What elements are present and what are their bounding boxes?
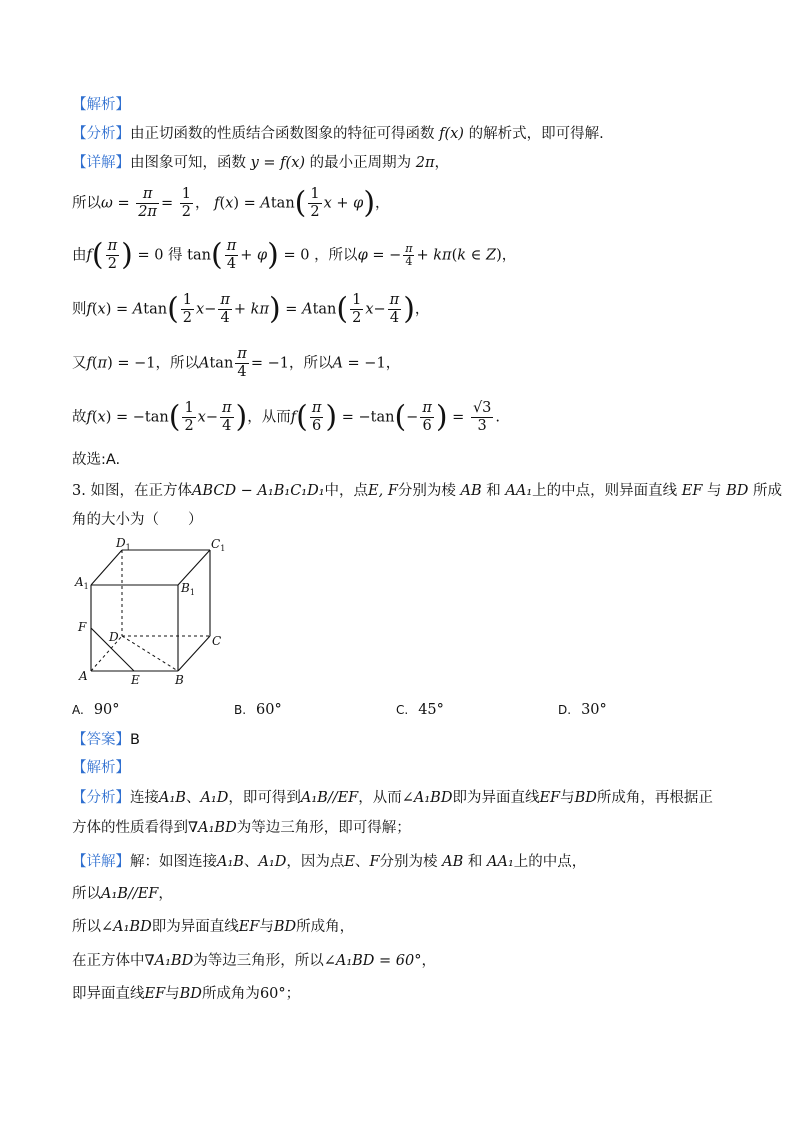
- label-E: E: [131, 673, 140, 687]
- analysis-3-line2: 方体的性质看得到∇A₁BD为等边三角形，即可得解；: [72, 820, 411, 836]
- conclusion-a: 故选:A.: [72, 452, 121, 468]
- detail-3-line4: 在正方体中∇A₁BD为等边三角形，所以∠A₁BD = 60°，: [72, 953, 436, 969]
- segment-BD: [122, 636, 178, 671]
- detail-3-line1: 【详解】解：如图连接A₁B、A₁D，因为点E、F分别为棱 AB 和 AA₁上的中点，: [72, 854, 587, 870]
- label-A: A: [79, 669, 88, 683]
- label-B1: $B_1$: [181, 581, 195, 597]
- edge-BC: [178, 636, 210, 671]
- section-tag-jiexi: 【解析】: [72, 97, 130, 113]
- detail-3-line2: 所以A₁B//EF，: [72, 886, 173, 902]
- detail-line: 【详解】由图象可知，函数 y = f(x) 的最小正周期为 2π，: [72, 155, 450, 171]
- edge-A1D1: [91, 550, 122, 585]
- edge-B1C1: [178, 550, 210, 585]
- label-A1: $A_1$: [75, 575, 89, 591]
- detail-3-line3: 所以∠A₁BD即为异面直线EF与BD所成角，: [72, 919, 355, 935]
- analysis-line: 【分析】由正切函数的性质结合函数图象的特征可得函数 f(x) 的解析式，即可得解.: [72, 126, 604, 142]
- question-3-line2: 角的大小为（ ）: [72, 512, 203, 528]
- fx-rewrite-line: 则f(x) = Atan( $\frac{1}{2}$ x− $\frac{\pi}{4}$ + kπ) = Atan( $\frac{1}{2}$ x− $\frac{\pi}{4}$ )，: [72, 291, 430, 327]
- option-c[interactable]: C. 45°: [396, 702, 444, 718]
- label-B: B: [175, 673, 184, 687]
- question-3-line1: 3. 如图，在正方体ABCD − A₁B₁C₁D₁中，点E, F分别为棱 AB 和 AA₁上的中点，则异面直线 EF 与 BD 所成: [72, 483, 783, 499]
- omega-line: 所以ω = $\frac{\pi}{2\pi}$ = $\frac{1}{2}$ ， f(x) = Atan( $\frac{1}{2}$ x + φ)，: [72, 185, 390, 221]
- option-a[interactable]: A. 90°: [72, 702, 120, 718]
- label-D1: $D_1$: [116, 536, 131, 552]
- label-D: D: [109, 630, 119, 644]
- amplitude-line: 又f(π) = −1，所以Atan $\frac{\pi}{4}$ = −1，所以A = −1，: [72, 346, 401, 380]
- section-tag-jiexi-3: 【解析】: [72, 760, 130, 776]
- option-b[interactable]: B. 60°: [234, 702, 282, 718]
- label-C: C: [212, 634, 222, 648]
- final-line: 故f(x) = −tan( $\frac{1}{2}$ x− $\frac{\pi}{4}$ )，从而f( $\frac{\pi}{6}$ ) = −tan(− $\frac{\pi}{6}$ ) = $\frac{√3}{3}$ .: [72, 399, 501, 435]
- label-C1: $C_1$: [211, 537, 226, 553]
- analysis-3-line1: 【分析】连接A₁B、A₁D，即可得到A₁B//EF，从而∠A₁BD即为异面直线EF与BD所成角，再根据正: [72, 790, 713, 806]
- option-d[interactable]: D. 30°: [558, 702, 607, 718]
- answer-line: 【答案】B: [72, 732, 140, 748]
- cube-figure: [74, 535, 234, 687]
- detail-3-line5: 即异面直线EF与BD所成角为60°；: [72, 986, 301, 1002]
- label-F: F: [78, 620, 87, 634]
- phi-line: 由f( $\frac{\pi}{2}$ ) = 0 得 tan( $\frac{\pi}{4}$ + φ) = 0 ，所以φ = − $\frac{\pi}{4}$ + kπ(k ∈ Z)，: [72, 237, 517, 273]
